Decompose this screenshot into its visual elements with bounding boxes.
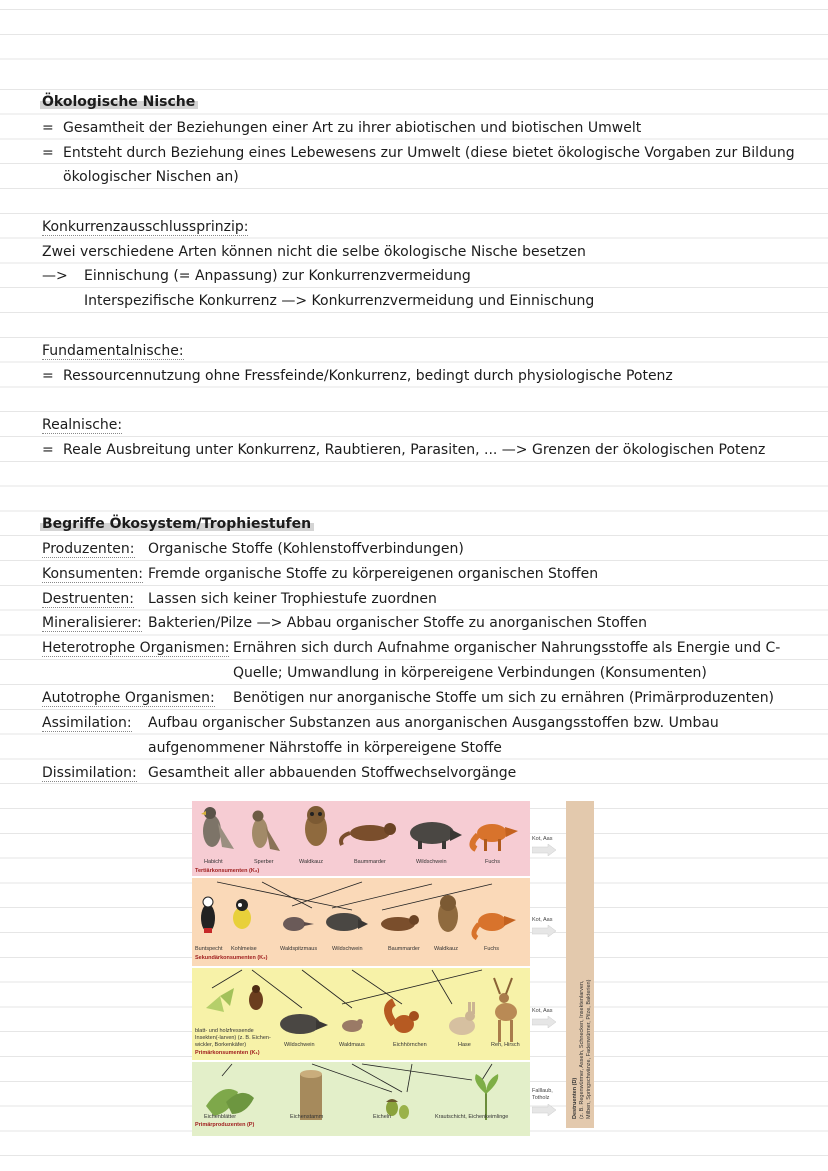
fuchs-icon	[472, 824, 518, 851]
k2-label-4: Baummarder	[388, 946, 420, 952]
eichenblaetter-icon	[206, 1089, 254, 1116]
term-destruenten: Destruenten: Lassen sich keiner Trophiestufe zuordnen	[42, 591, 437, 607]
band-primaerproduzenten	[192, 1062, 530, 1136]
k2-flow-arrow-icon	[532, 925, 556, 937]
heading-begriffe: Begriffe Ökosystem/Trophiestufen	[42, 515, 314, 533]
term-assimilation: Assimilation: Aufbau organischer Substanzen aus anorganischen Ausgangsstoffen bzw. Umbau	[42, 715, 719, 731]
term-assimilation-cont: aufgenommener Nährstoffe in körpereigene Stoffe	[148, 740, 502, 756]
term-dissimilation: Dissimilation: Gesamtheit aller abbauenden Stoffwechselvorgänge	[42, 765, 517, 781]
konkurrenz-line-2: —> Einnischung (= Anpassung) zur Konkurrenzvermeidung	[42, 268, 471, 284]
fundamental-line-1: = Ressourcennutzung ohne Fressfeinde/Konkurrenz, bedingt durch physiologische Potenz	[42, 368, 673, 384]
k2-level-label: Sekundärkonsumenten (K₂)	[195, 955, 268, 961]
k1-label-1: Insekten(-larven) (z. B. Eichen-	[195, 1035, 271, 1041]
kohlmeise-icon	[233, 899, 251, 929]
p-flow-label-a: Falllaub,	[532, 1088, 553, 1094]
band-sekundaerkonsumenten	[192, 878, 530, 966]
k2-flow-label: Kot, Aas	[532, 917, 553, 923]
k3-level-label: Tertiärkonsumenten (K₃)	[195, 868, 260, 874]
k3-label-4: Wildschwein	[416, 859, 447, 865]
waldkauz-icon	[438, 895, 458, 932]
p-level-label: Primärproduzenten (P)	[195, 1122, 255, 1128]
reh-hirsch-icon	[494, 978, 517, 1042]
term-mineralisierer: Mineralisierer: Bakterien/Pilze —> Abbau organischer Stoffe zu anorganischen Stoffen	[42, 615, 647, 631]
k1-flow-label: Kot, Aas	[532, 1008, 553, 1014]
nische-line-2b: ökologischer Nischen an)	[63, 169, 239, 185]
heading-realnische: Realnische:	[42, 417, 123, 433]
heading-konkurrenz: Konkurrenzausschlussprinzip:	[42, 219, 249, 235]
k2-animals-illustration	[192, 878, 530, 966]
buntspecht-icon	[201, 897, 215, 933]
k3-label-1: Sperber	[254, 859, 274, 865]
k2-label-5: Waldkauz	[434, 946, 458, 952]
k1-flow-arrow-icon	[532, 1016, 556, 1028]
borkenkaefer-icon	[249, 985, 263, 1010]
nische-line-2: = Entsteht durch Beziehung eines Lebewesens zur Umwelt (diese bietet ökologische Vorgaben zur Bildung	[42, 145, 795, 161]
k1-label-5: Eichhörnchen	[393, 1042, 427, 1048]
baummarder-icon	[381, 915, 419, 931]
k1-label-4: Waldmaus	[339, 1042, 365, 1048]
wildschwein-icon	[326, 913, 368, 931]
term-produzenten: Produzenten: Organische Stoffe (Kohlenstoffverbindungen)	[42, 541, 464, 557]
wildschwein-icon	[280, 1014, 328, 1034]
real-line-1: = Reale Ausbreitung unter Konkurrenz, Raubtieren, Parasiten, ... —> Grenzen der ökologischen Potenz	[42, 442, 766, 458]
nische-line-1: = Gesamtheit der Beziehungen einer Art zu ihrer abiotischen und biotischen Umwelt	[42, 120, 642, 136]
k2-label-1: Kohlmeise	[231, 946, 257, 952]
term-konsumenten: Konsumenten: Fremde organische Stoffe zu körpereigenen organischen Stoffen	[42, 566, 599, 582]
k2-label-0: Buntspecht	[195, 946, 223, 952]
destruenten-line-1: (z. B. Regenwürmer, Asseln, Schnecken, Insektenlarven,	[579, 980, 585, 1119]
term-autotrophe: Autotrophe Organismen: Benötigen nur anorganische Stoffe um sich zu ernähren (Primärproduzenten)	[42, 690, 775, 706]
k3-flow-label: Kot, Aas	[532, 836, 553, 842]
p-flow-arrow-icon	[532, 1104, 556, 1116]
heading-oekologische-nische: Ökologische Nische	[42, 93, 198, 111]
k3-label-2: Waldkauz	[299, 859, 323, 865]
destruenten-text	[572, 980, 593, 1119]
waldmaus-icon	[342, 1019, 363, 1032]
habicht-icon	[201, 807, 234, 849]
heading-fundamentalnische: Fundamentalnische:	[42, 343, 184, 359]
eichenwickler-icon	[206, 988, 234, 1012]
k3-label-3: Baummarder	[354, 859, 386, 865]
destruenten-title: Destruenten (D)	[572, 1077, 578, 1119]
p-label-0: Eichenblätter	[204, 1114, 237, 1120]
band-primaerkonsumenten	[192, 968, 530, 1060]
k2-label-2: Waldspitzmaus	[280, 946, 318, 952]
wildschwein-icon	[410, 822, 462, 849]
k1-label-6: Hase	[458, 1042, 471, 1048]
hase-icon	[449, 1002, 475, 1035]
term-heterotrophe: Heterotrophe Organismen: Ernähren sich durch Aufnahme organischer Nahrungsstoffe als Energie und C-	[42, 640, 781, 656]
p-label-1: Eichenstamm	[290, 1114, 324, 1120]
destruenten-column	[566, 801, 594, 1128]
band-tertiaerkonsumenten	[192, 801, 530, 876]
k2-label-6: Fuchs	[484, 946, 499, 952]
k2-label-3: Wildschwein	[332, 946, 363, 952]
k1-label-2: wickler, Borkenkäfer)	[195, 1042, 247, 1048]
sperber-icon	[252, 811, 280, 852]
k1-label-7: Reh, Hirsch	[491, 1042, 520, 1048]
konkurrenz-line-1: Zwei verschiedene Arten können nicht die selbe ökologische Nische besetzen	[42, 244, 586, 260]
term-heterotrophe-cont: Quelle; Umwandlung in körpereigene Verbindungen (Konsumenten)	[233, 665, 707, 681]
eichenstamm-icon	[300, 1070, 322, 1120]
eichhoernchen-icon	[388, 1002, 419, 1033]
konkurrenz-line-3: Interspezifische Konkurrenz —> Konkurrenzvermeidung und Einnischung	[84, 293, 595, 309]
k1-level-label: Primärkonsumenten (K₁)	[195, 1050, 260, 1056]
p-flow-label-b: Totholz	[532, 1095, 550, 1101]
k3-label-0: Habicht	[204, 859, 223, 865]
k1-label-0: blatt- und holzfressende	[195, 1028, 254, 1034]
waldspitzmaus-icon	[283, 917, 314, 931]
p-label-3: Krautschicht, Eichenkeimlinge	[435, 1114, 509, 1120]
waldkauz-icon	[305, 806, 327, 846]
food-web-figure	[192, 801, 596, 1137]
k3-flow-arrow-icon	[532, 844, 556, 856]
k3-label-5: Fuchs	[485, 859, 500, 865]
p-label-2: Eicheln	[373, 1114, 392, 1120]
baummarder-icon	[341, 823, 396, 845]
k1-label-3: Wildschwein	[284, 1042, 315, 1048]
fuchs-icon	[474, 913, 516, 938]
destruenten-line-2: Milben, Springschwänze, Fadenwürmer, Pilze, Bakterien)	[586, 979, 592, 1119]
